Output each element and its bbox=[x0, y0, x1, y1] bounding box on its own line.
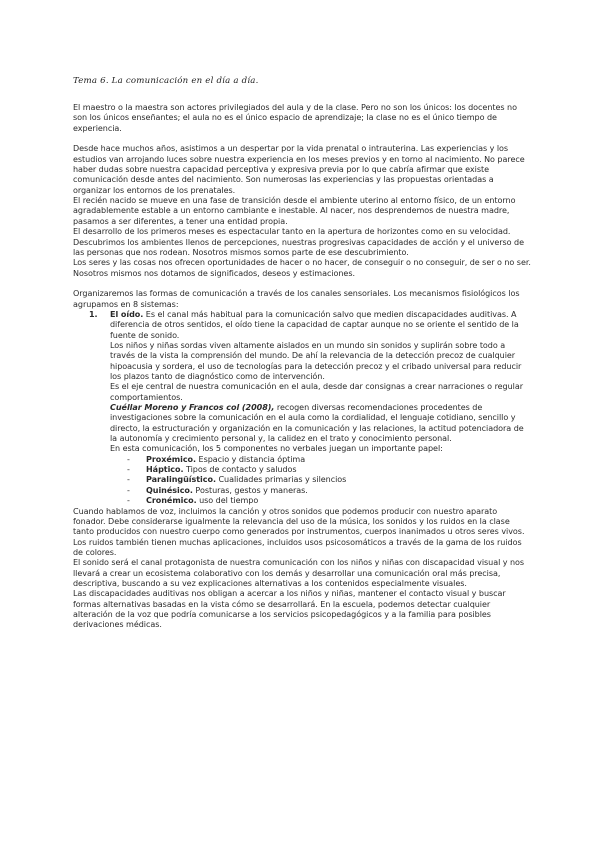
paragraph-beings: Los seres y las cosas nos ofrecen oportunidades de hacer o no hacer, de conseguir o no conseguir, de ser o no ser. Nosotros mismos nos dotamos de significados, deseos y estimaciones. bbox=[73, 258, 531, 278]
paragraph-prenatal: Desde hace muchos años, asistimos a un despertar por la vida prenatal o intrauterina. Las experiencias y los estudios van arrojando luces sobre nuestra experiencia en los meses previos y en torno al nacimiento. No parece haber dudas sobre nuestra capacidad perceptiva y expresiva previa por lo que cabría afirmar que existe comunicación desde antes del nacimiento. Son numerosas las experiencias y las propuestas orientadas a organizar los entornos de los prenatales. bbox=[73, 144, 525, 195]
dash-marker: - bbox=[127, 485, 130, 495]
nonverbal-components-list bbox=[110, 455, 531, 507]
dash-marker: - bbox=[127, 475, 130, 485]
list-item-intro bbox=[110, 310, 531, 341]
document-body bbox=[73, 103, 531, 631]
component-item bbox=[110, 465, 531, 475]
component-desc: Tipos de contacto y saludos bbox=[183, 465, 297, 475]
dash-marker: - bbox=[127, 496, 130, 506]
citation: Cuéllar Moreno y Francos col (2008), bbox=[110, 403, 275, 413]
component-name: Paralingüístico. bbox=[146, 475, 216, 485]
component-item bbox=[110, 496, 531, 506]
component-name: Quinésico. bbox=[146, 485, 193, 495]
list-item-text: Es el canal más habitual para la comunicación salvo que medien discapacidades auditivas. A diferencia de otros sentidos, el oído tiene la capacidad de captar aunque no se oriente el sentido de la fuente de sonido. bbox=[110, 309, 519, 340]
component-item bbox=[110, 486, 531, 496]
sensory-systems-list bbox=[73, 310, 531, 507]
dash-marker: - bbox=[127, 465, 130, 475]
document-title: Tema 6. La comunicación en el día a día. bbox=[73, 76, 259, 86]
paragraph-visual-disability: El sonido será el canal protagonista de nuestra comunicación con los niños y niñas con discapacidad visual y nos llevará a crear un ecosistema colaborativo con los demás y desarrollar una comunicación oral más precisa, descriptiva, buscando a su vez explicaciones alternativas a los contenidos especialmente visuales. bbox=[73, 558, 525, 588]
list-item-recommendations bbox=[110, 403, 531, 444]
paragraph-gap bbox=[73, 279, 531, 289]
component-item bbox=[110, 455, 531, 465]
component-desc: Espacio y distancia óptima bbox=[196, 454, 306, 464]
list-item-heading: El oído. bbox=[110, 309, 144, 319]
paragraph-development: El desarrollo de los primeros meses es espectacular tanto en la apertura de horizontes como en su velocidad. Descubrimos los ambientes llenos de percepciones, nuestras progresivas capacidades de acción y el universo de las personas que nos rodean. Nosotros mismos somos parte de ese descubrimiento. bbox=[73, 227, 525, 257]
paragraph-gap bbox=[73, 134, 531, 144]
list-item-nonverbal-intro: En esta comunicación, los 5 componentes no verbales juegan un importante papel: bbox=[110, 444, 443, 454]
list-item-classroom-axis: Es el eje central de nuestra comunicación en el aula, desde dar consignas a crear narraciones o regular comportamientos. bbox=[110, 382, 523, 402]
paragraph-hearing-disability: Las discapacidades auditivas nos obligan a acercar a los niños y niñas, mantener el contacto visual y buscar formas alternativas basadas en la vista cómo se desarrollará. En la escuela, podemos detectar cualquier alteración de la voz que podría comunicarse a los servicios psicopedagógicos y a la familia para posibles derivaciones médicas. bbox=[73, 589, 506, 630]
recommendations-text: recogen diversas recomendaciones procedentes de investigaciones sobre la comunicación en el aula como la cordialidad, el lenguaje cotidiano, sencillo y directo, la estructuración y organización en la comunicación y las relaciones, la actitud potenciadora de la autonomía y crecimiento personal y, la calidez en el trato y conocimiento personal. bbox=[110, 403, 524, 444]
list-item-deaf-children: Los niños y niñas sordas viven altamente aislados en un mundo sin sonidos y suplirán sobre todo a través de la vista la comprensión del mundo. De ahí la relevancia de la detección precoz de cualquier hipoacusia y sordera, el uso de tecnologías para la detección precoz y el cribado universal para reducir los plazos tanto de diagnóstico como de intervención. bbox=[110, 341, 522, 382]
paragraph-intro: El maestro o la maestra son actores privilegiados del aula y de la clase. Pero no son los únicos: los docentes no son los únicos enseñantes; el aula no es el único espacio de aprendizaje; la clase no es el único tiempo de experiencia. bbox=[73, 103, 517, 133]
component-name: Háptico. bbox=[146, 465, 184, 475]
paragraph-newborn: El recién nacido se mueve en una fase de transición desde el ambiente uterino al entorno físico, de un entorno agradablemente estable a un entorno cambiante e inestable. Al nacer, nos desprendemos de nuestra madre, pasamos a ser diferentes, a tener una entidad propia. bbox=[73, 196, 516, 226]
component-desc: Cualidades primarias y silencios bbox=[215, 475, 347, 485]
component-name: Cronémico. bbox=[146, 496, 197, 506]
component-desc: Posturas, gestos y maneras. bbox=[192, 485, 308, 495]
component-name: Proxémico. bbox=[146, 454, 197, 464]
paragraph-voice: Cuando hablamos de voz, incluimos la canción y otros sonidos que podemos producir con nuestro aparato fonador. Debe considerarse igualmente la relevancia del uso de la música, los sonidos y los ruidos en la clase tanto producidos con nuestro cuerpo como generados por instrumentos, cuerpos inanimados u otros seres vivos. Los ruidos también tienen muchas aplicaciones, incluidos usos psicosomáticos a través de la gama de los ruidos de colores. bbox=[73, 506, 525, 557]
list-number: 1. bbox=[89, 309, 98, 319]
component-item bbox=[110, 475, 531, 485]
component-desc: uso del tiempo bbox=[196, 496, 259, 506]
list-item-oido bbox=[73, 310, 531, 507]
paragraph-channels: Organizaremos las formas de comunicación a través de los canales sensoriales. Los mecanismos fisiológicos los agrupamos en 8 sistemas: bbox=[73, 289, 520, 309]
dash-marker: - bbox=[127, 454, 130, 464]
